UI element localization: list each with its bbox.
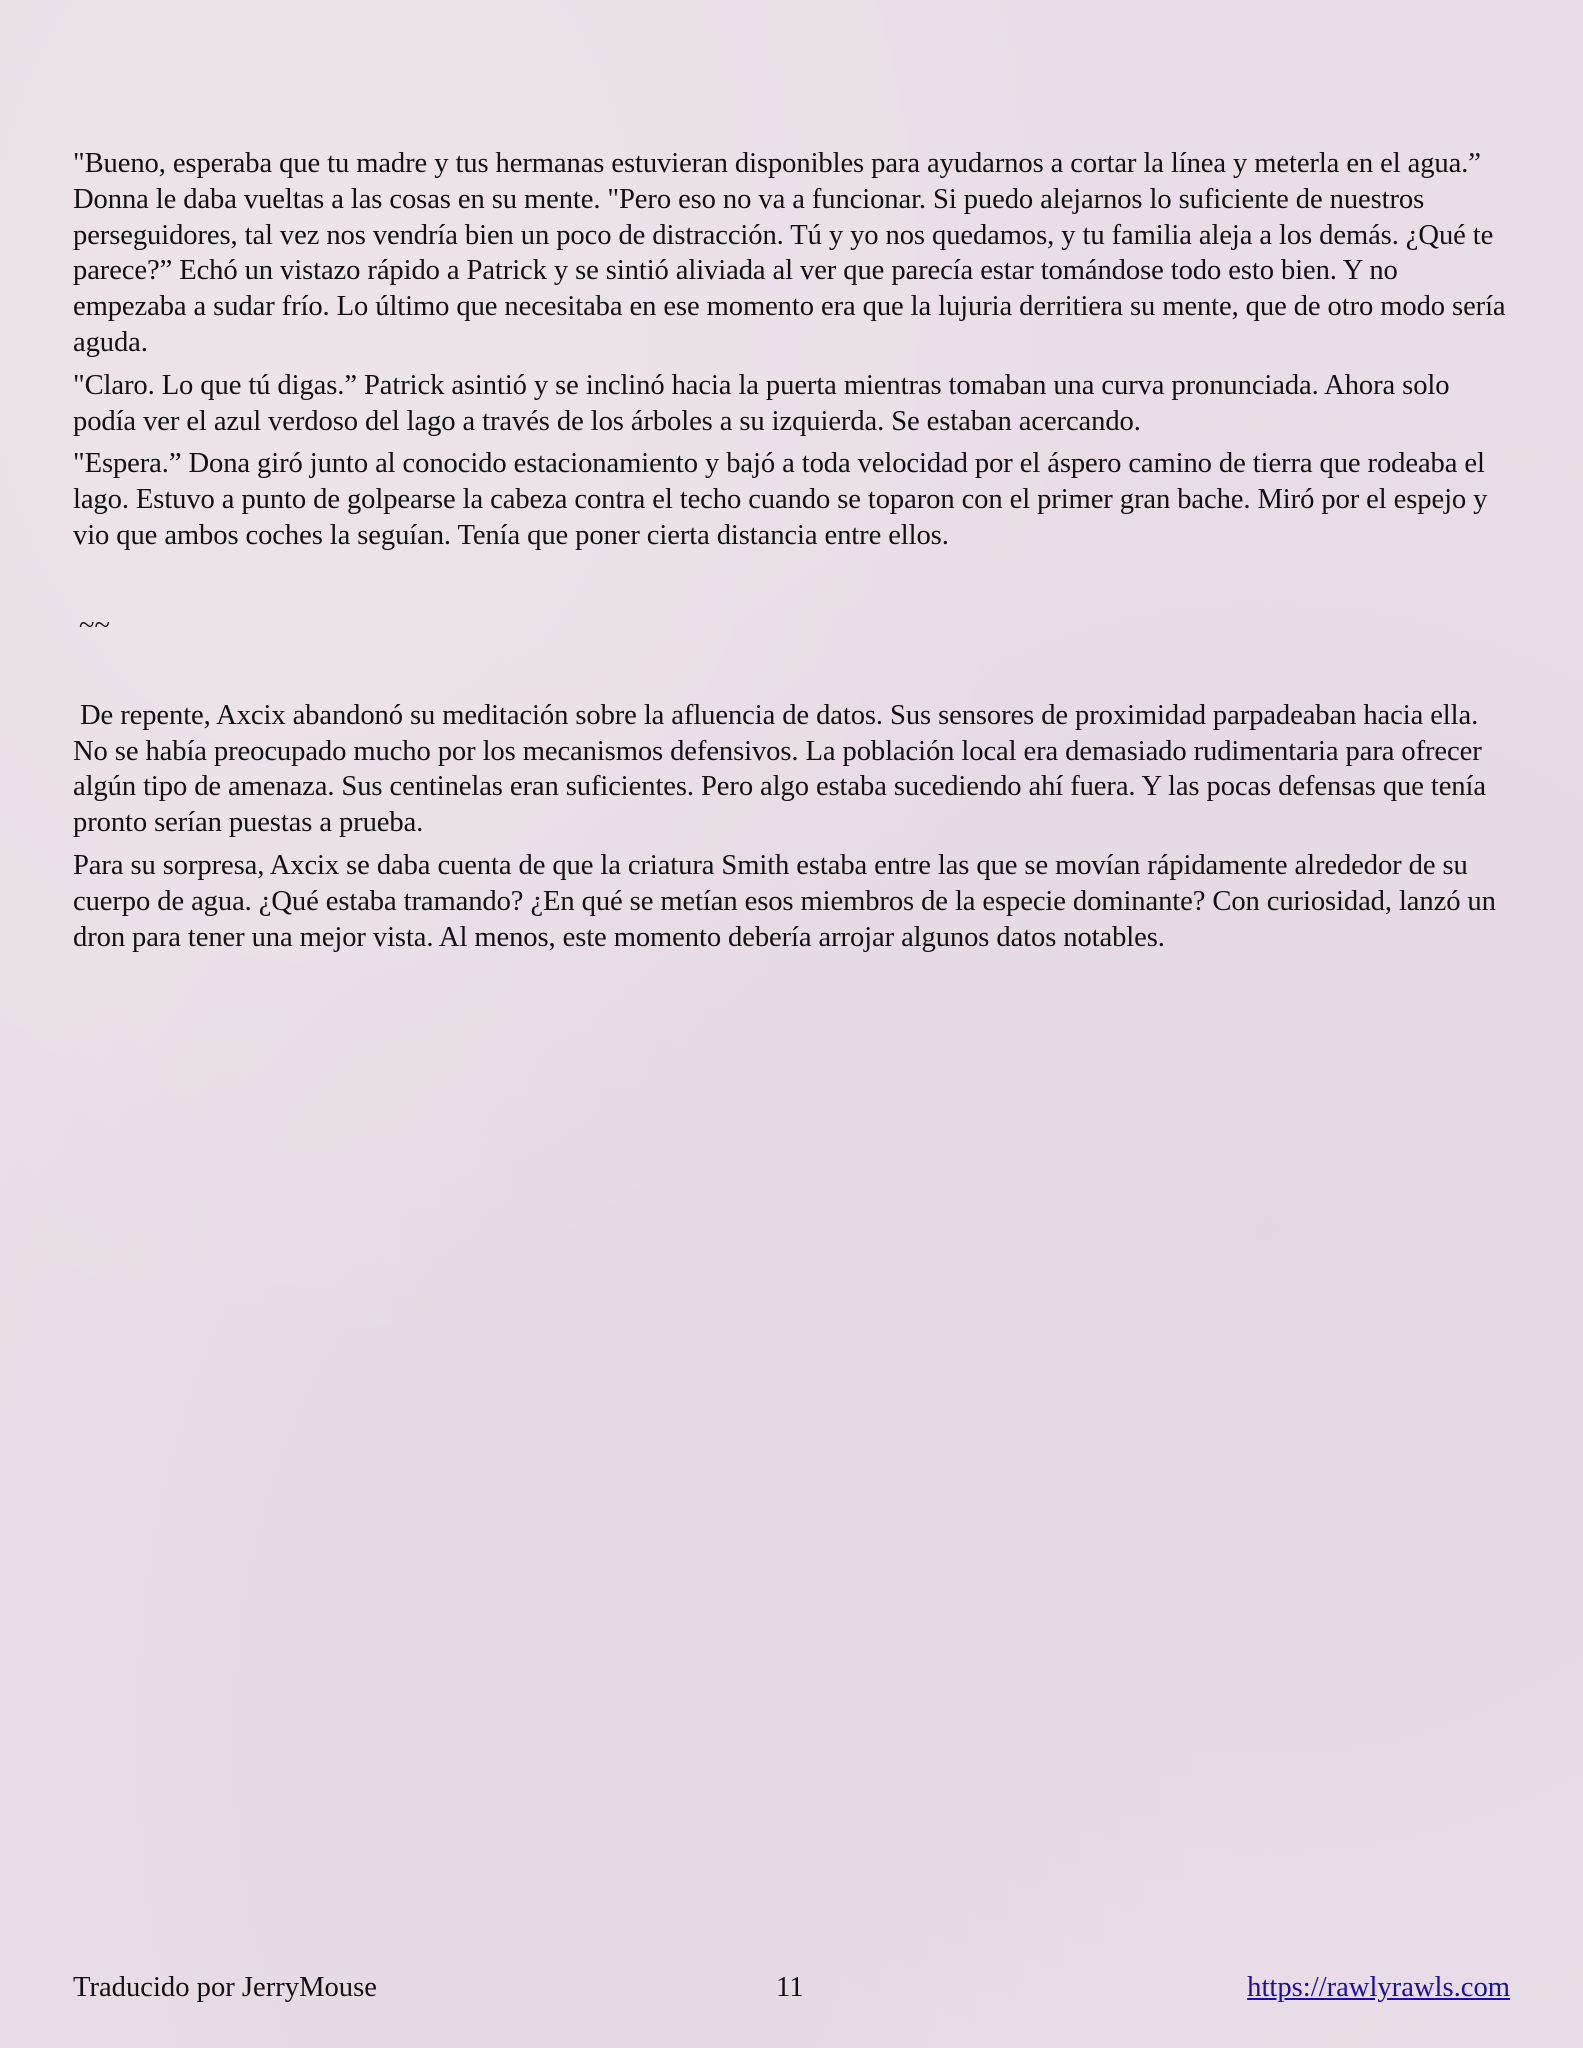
page-content [73,146,1513,962]
page-footer [73,1970,1510,2006]
paragraph: Para su sorpresa, Axcix se daba cuenta de que la criatura Smith estaba entre las que se movían rápidamente alrededor de su cuerpo de agua. ¿Qué estaba tramando? ¿En qué se metían esos miembros de la especie dominante? Con curiosidad, lanzó un dron para tener una mejor vista. Al menos, este momento debería arrojar algunos datos notables. [73,849,1496,953]
website-link[interactable]: https://rawlyrawls.com [1247,1972,1510,2003]
paragraph: De repente, Axcix abandonó su meditación sobre la afluencia de datos. Sus sensores de proximidad parpadeaban hacia ella. No se había preocupado mucho por los mecanismos defensivos. La población local era demasiado rudimentaria para ofrecer algún tipo de amenaza. Sus centinelas eran suficientes. Pero algo estaba sucediendo ahí fuera. Y las pocas defensas que tenía pronto serían puestas a prueba. [73,699,1486,839]
paragraph: "Claro. Lo que tú digas.” Patrick asintió y se inclinó hacia la puerta mientras tomaban una curva pronunciada. Ahora solo podía ver el azul verdoso del lago a través de los árboles a su izquierda. Se estaban acercando. [73,369,1450,437]
page-number: 11 [776,1972,804,2003]
paragraph: "Espera.” Dona giró junto al conocido estacionamiento y bajó a toda velocidad por el áspero camino de tierra que rodeaba el lago. Estuvo a punto de golpearse la cabeza contra el techo cuando se toparon con el primer gran bache. Miró por el espejo y vio que ambos coches la seguían. Tenía que poner cierta distancia entre ellos. [73,448,1488,551]
translator-credit: Traducido por JerryMouse [73,1972,377,2003]
paragraph: "Bueno, esperaba que tu madre y tus hermanas estuvieran disponibles para ayudarnos a cortar la línea y meterla en el agua.” Donna le daba vueltas a las cosas en su mente. "Pero eso no va a funcionar. Si puedo alejarnos lo suficiente de nuestros perseguidores, tal vez nos vendría bien un poco de distracción. Tú y yo nos quedamos, y tu familia aleja a los demás. ¿Qué te parece?” Echó un vistazo rápido a Patrick y se sintió aliviada al ver que parecía estar tomándose todo esto bien. Y no empezaba a sudar frío. Lo último que necesitaba en ese momento era que la lujuria derritiera su mente, que de otro modo sería aguda. [73,148,1506,358]
scene-break: ~~ [79,609,110,641]
